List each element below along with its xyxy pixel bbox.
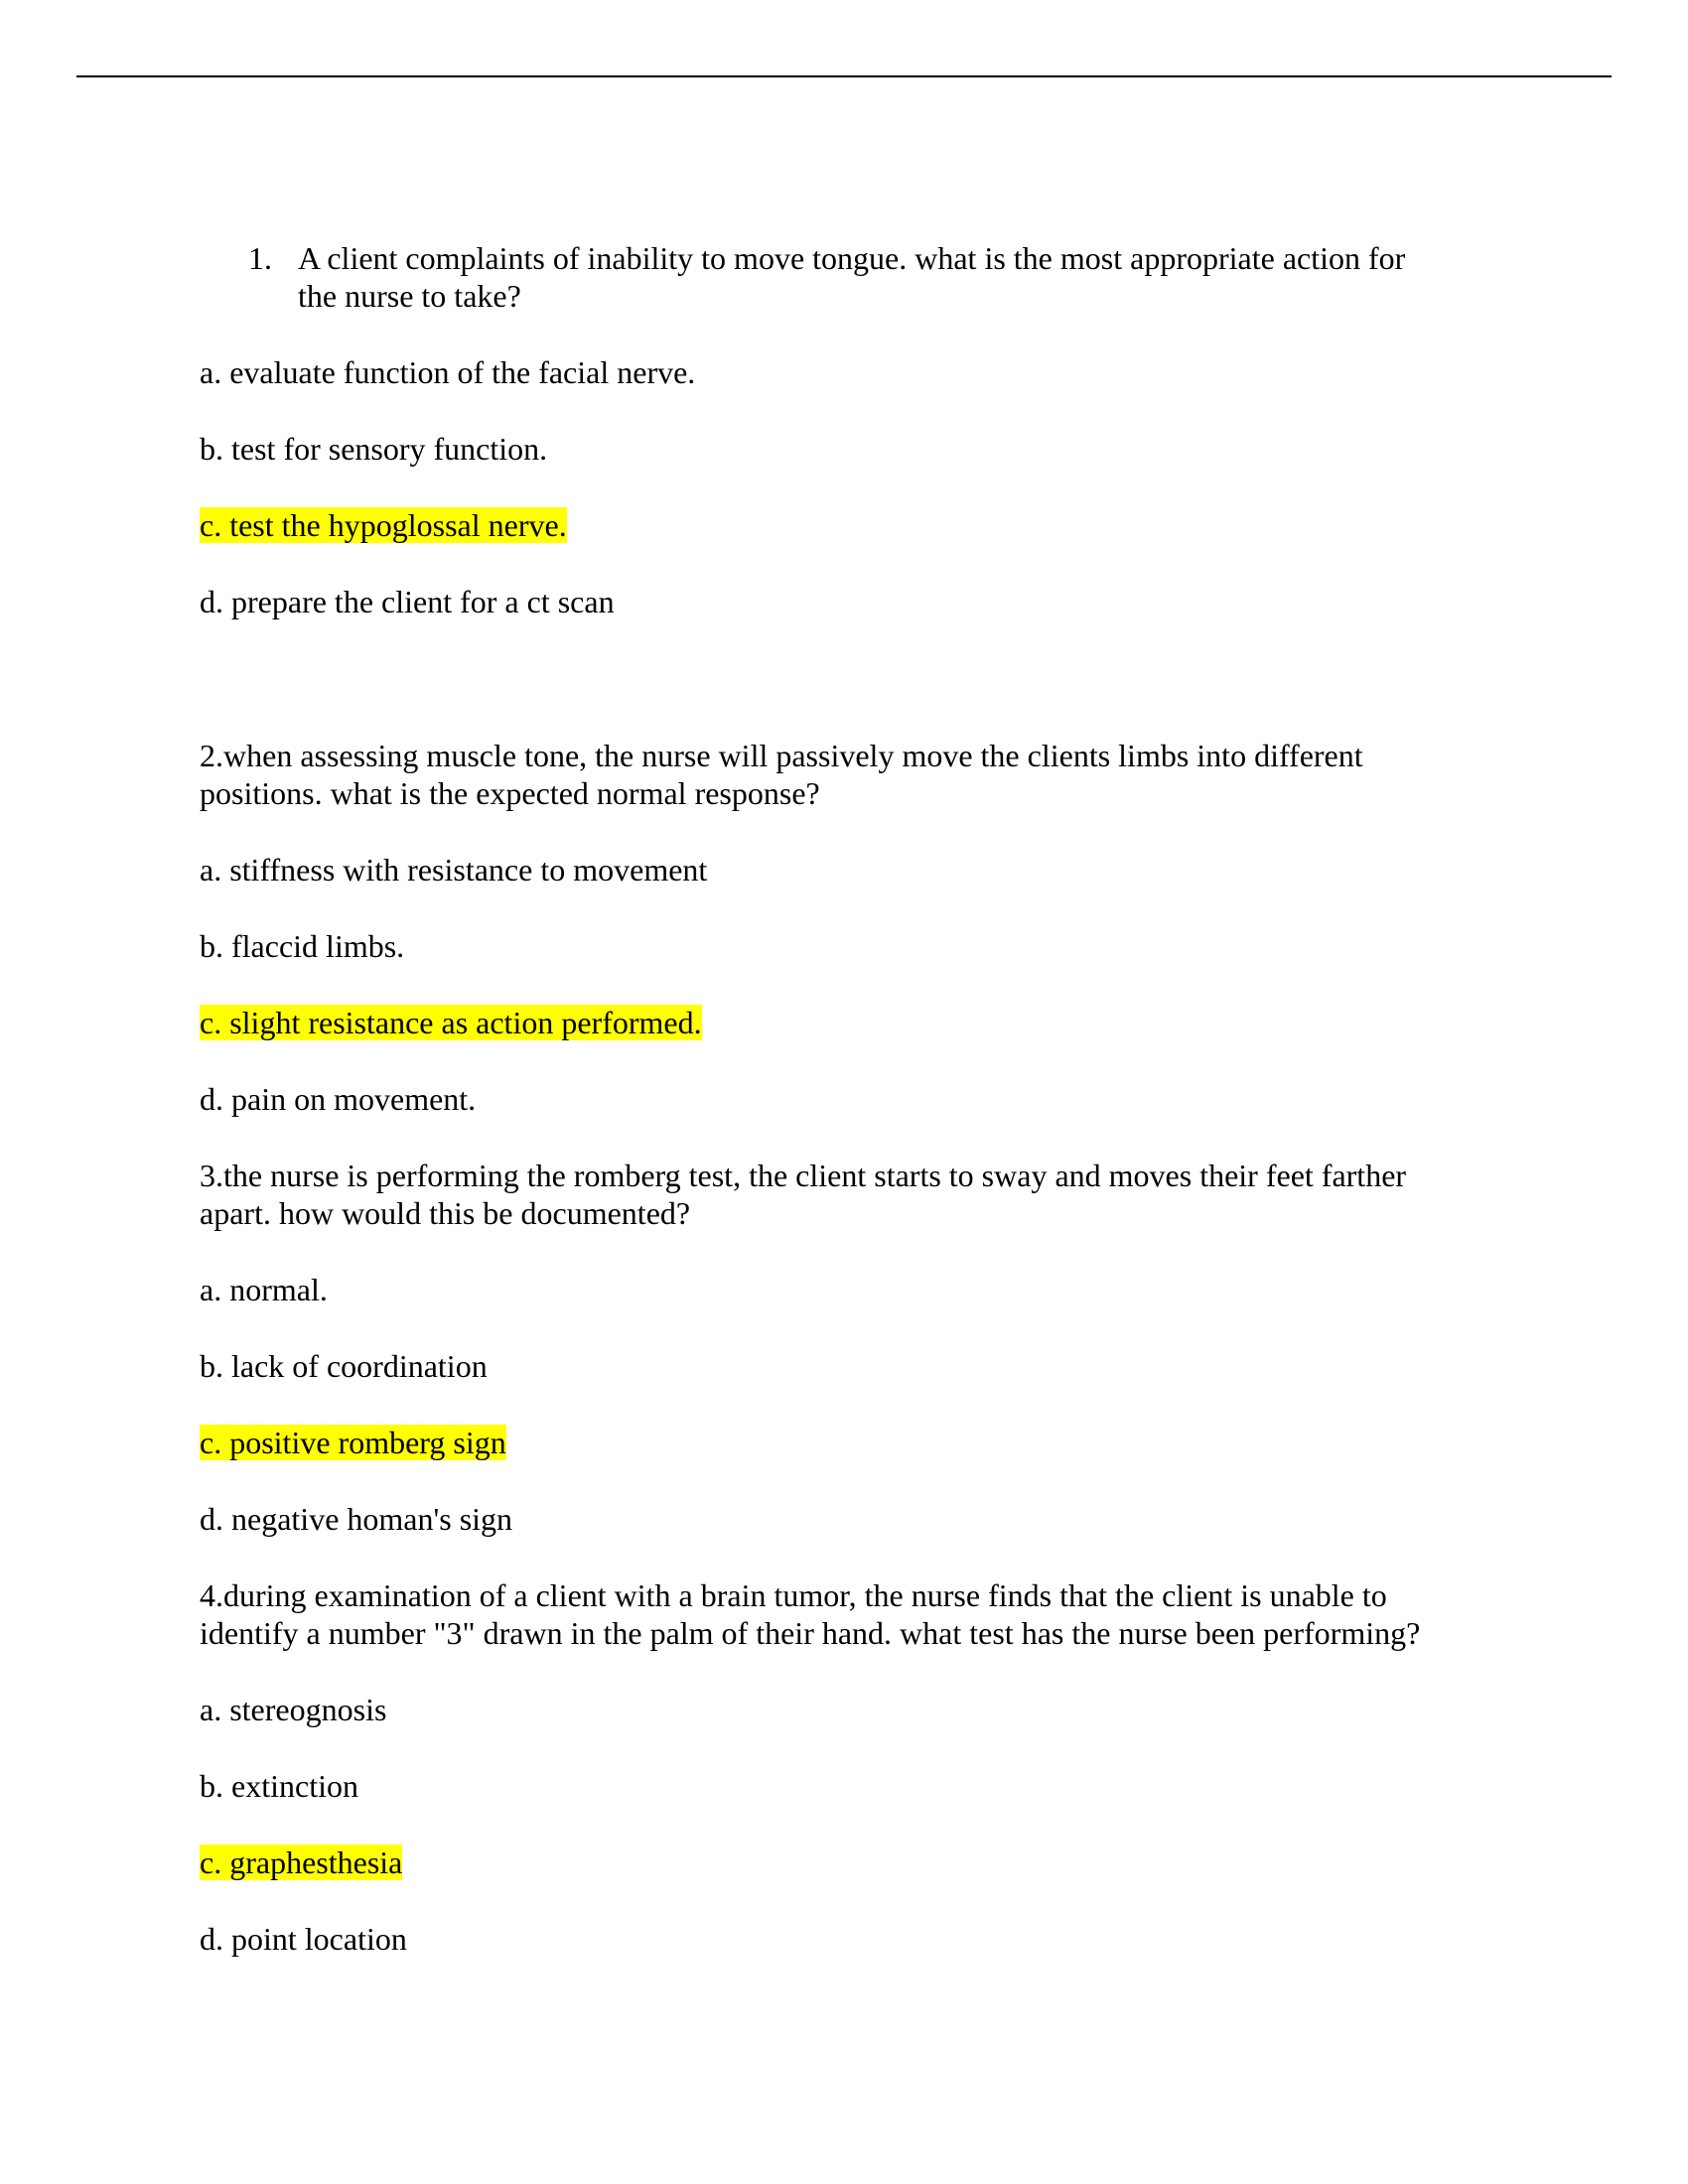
question-3-option-c-answer <box>200 1424 506 1461</box>
answer-highlight: c. test the hypoglossal nerve. <box>200 507 567 543</box>
question-3-option-d: d. negative homan's sign <box>200 1501 513 1537</box>
question-2-stem-line-2: positions. what is the expected normal response? <box>200 775 820 811</box>
question-1-option-b: b. test for sensory function. <box>200 431 548 467</box>
question-4-option-b: b. extinction <box>200 1768 358 1804</box>
question-4-option-c-answer <box>200 1843 402 1881</box>
question-2-option-c-answer <box>200 1004 702 1041</box>
question-4-option-d: d. point location <box>200 1921 407 1957</box>
question-3-stem-line-1: 3.the nurse is performing the romberg test, the client starts to sway and moves their feet farther <box>200 1158 1407 1193</box>
answer-highlight: c. positive romberg sign <box>200 1425 506 1460</box>
answer-highlight: c. graphesthesia <box>200 1844 403 1880</box>
question-4-stem-line-2: identify a number "3" drawn in the palm of their hand. what test has the nurse been performing? <box>200 1615 1421 1651</box>
question-1-option-c-answer <box>200 506 567 544</box>
question-3-option-a: a. normal. <box>200 1272 328 1307</box>
question-1-stem-line-1: A client complaints of inability to move tongue. what is the most appropriate action for <box>298 240 1406 276</box>
question-1-option-d: d. prepare the client for a ct scan <box>200 584 615 619</box>
question-2-option-b: b. flaccid limbs. <box>200 928 405 964</box>
question-3-stem-line-2: apart. how would this be documented? <box>200 1195 691 1231</box>
question-1-stem-line-2: the nurse to take? <box>298 278 521 314</box>
question-2-option-d: d. pain on movement. <box>200 1081 477 1117</box>
question-4-stem-line-1: 4.during examination of a client with a brain tumor, the nurse finds that the client is unable to <box>200 1577 1387 1613</box>
question-3-option-b: b. lack of coordination <box>200 1348 488 1384</box>
question-2-option-a: a. stiffness with resistance to movement <box>200 852 708 887</box>
question-4-option-a: a. stereognosis <box>200 1692 387 1727</box>
question-1-number: 1. <box>248 240 272 276</box>
header-rule <box>76 75 1612 77</box>
question-1-option-a: a. evaluate function of the facial nerve. <box>200 354 696 390</box>
answer-highlight: c. slight resistance as action performed. <box>200 1005 702 1040</box>
question-2-stem-line-1: 2.when assessing muscle tone, the nurse will passively move the clients limbs into different <box>200 738 1363 773</box>
